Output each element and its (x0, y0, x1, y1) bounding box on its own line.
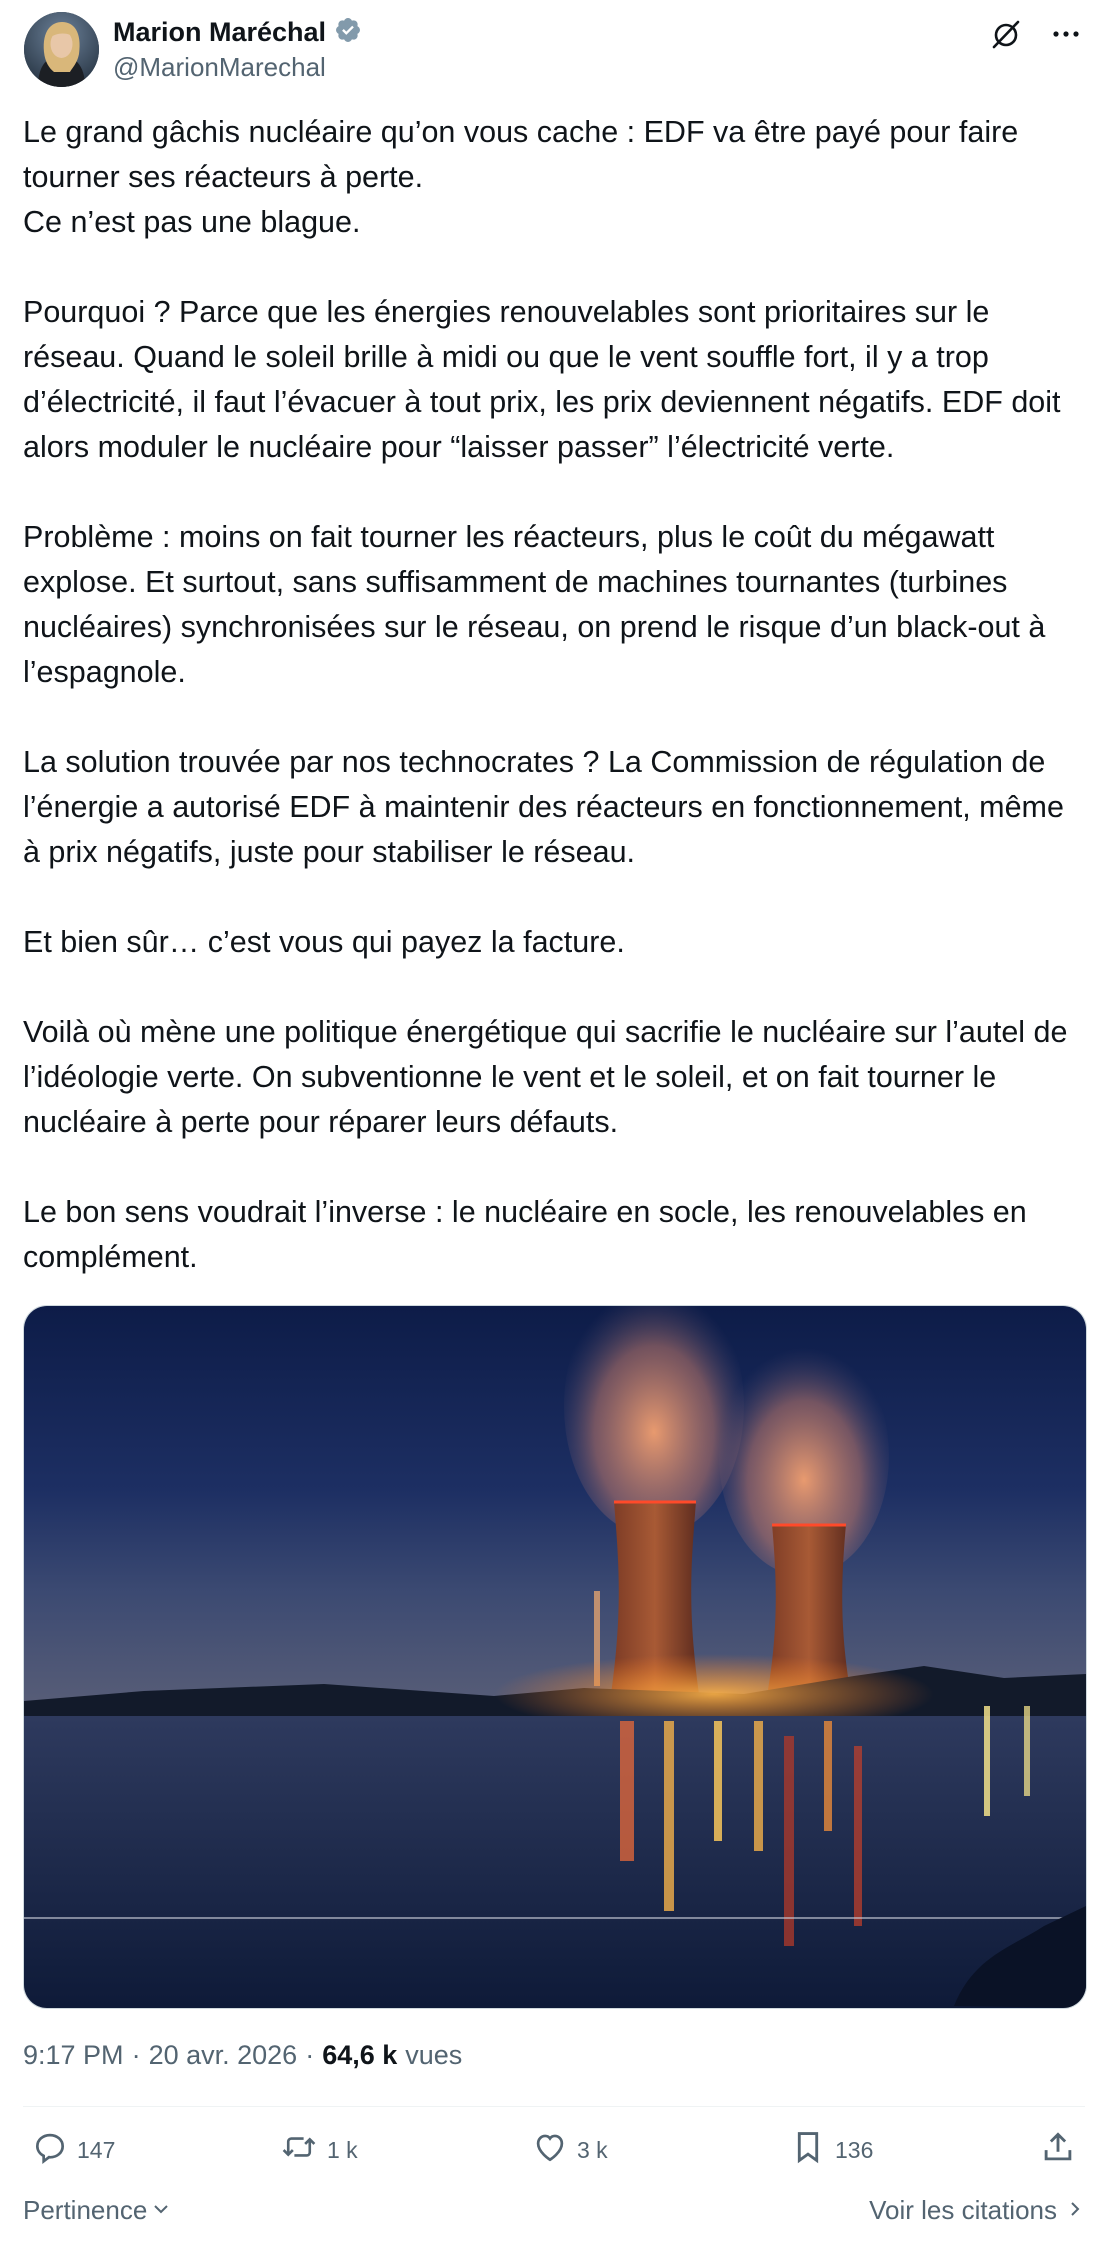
avatar[interactable] (24, 12, 99, 87)
reply-button[interactable] (31, 2128, 115, 2172)
post-paragraph: La solution trouvée par nos technocrates ? La Commission de régulation de l’énergie a autorisé EDF à maintenir des réacteurs en fonctionnement, même à prix négatifs, juste pour stabiliser le réseau. (23, 745, 1064, 869)
divider (23, 2106, 1085, 2107)
post-image[interactable] (23, 1305, 1087, 2009)
verified-icon (334, 16, 362, 49)
bookmark-count: 136 (835, 2136, 874, 2163)
post-date[interactable]: 20 avr. 2026 (148, 2040, 298, 2070)
grok-icon[interactable] (986, 14, 1026, 54)
bookmark-button[interactable] (789, 2128, 873, 2172)
post-time[interactable]: 9:17 PM (23, 2040, 124, 2070)
views-count: 64,6 k (322, 2040, 398, 2070)
reply-icon (31, 2128, 69, 2172)
meta-separator: · (131, 2040, 141, 2070)
reply-count: 147 (77, 2136, 116, 2163)
chevron-right-icon (1065, 2195, 1085, 2226)
share-icon (1039, 2128, 1077, 2172)
post-header (24, 12, 1086, 88)
retweet-button[interactable] (279, 2128, 358, 2172)
author-name[interactable]: Marion Maréchal (113, 17, 327, 47)
post-paragraph: Et bien sûr… c’est vous qui payez la facture. (23, 925, 625, 959)
post-text (23, 110, 1087, 1280)
meta-separator: · (305, 2040, 315, 2070)
heart-icon (531, 2128, 569, 2172)
retweet-icon (279, 2128, 319, 2172)
author-handle[interactable]: @MarionMarechal (113, 52, 326, 82)
like-count: 3 k (577, 2136, 608, 2163)
replies-footer (23, 2195, 1085, 2235)
post-line: Ce n’est pas une blague. (23, 205, 361, 239)
sort-label: Pertinence (23, 2195, 148, 2225)
retweet-count: 1 k (327, 2136, 358, 2163)
author-name-row[interactable] (113, 16, 362, 49)
header-actions (986, 14, 1086, 54)
like-button[interactable] (531, 2128, 608, 2172)
post-paragraph: Voilà où mène une politique énergétique qui sacrifie le nucléaire sur l’autel de l’idéologie verte. On subventionne le vent et le soleil, et on fait tourner le nucléaire à perte pour réparer leurs défauts. (23, 1015, 1068, 1139)
post-meta (23, 2040, 462, 2071)
views-label: vues (405, 2040, 463, 2070)
chevron-down-icon (151, 2195, 171, 2226)
view-quotes-link[interactable] (869, 2195, 1085, 2226)
quotes-label: Voir les citations (869, 2195, 1057, 2225)
post-paragraph: Pourquoi ? Parce que les énergies renouvelables sont prioritaires sur le réseau. Quand le soleil brille à midi ou que le vent souffle fort, il y a trop d’électricité, il faut l’évacuer à tout prix, les prix deviennent négatifs. EDF doit alors moduler le nucléaire pour “laisser passer” l’électricité verte. (23, 295, 1061, 464)
sort-dropdown[interactable] (23, 2195, 171, 2226)
bookmark-icon (789, 2128, 827, 2172)
post-line: Le grand gâchis nucléaire qu’on vous cache : EDF va être payé pour faire tourner ses réacteurs à perte. (23, 115, 1019, 194)
more-icon[interactable] (1046, 14, 1086, 54)
action-bar (23, 2128, 1085, 2178)
post-paragraph: Le bon sens voudrait l’inverse : le nucléaire en socle, les renouvelables en complément. (23, 1195, 1027, 1274)
post-paragraph: Problème : moins on fait tourner les réacteurs, plus le coût du mégawatt explose. Et surtout, sans suffisamment de machines tournantes (turbines nucléaires) synchronisées sur le réseau, on prend le risque d’un black-out à l’espagnole. (23, 520, 1046, 689)
share-button[interactable] (1039, 2128, 1077, 2172)
